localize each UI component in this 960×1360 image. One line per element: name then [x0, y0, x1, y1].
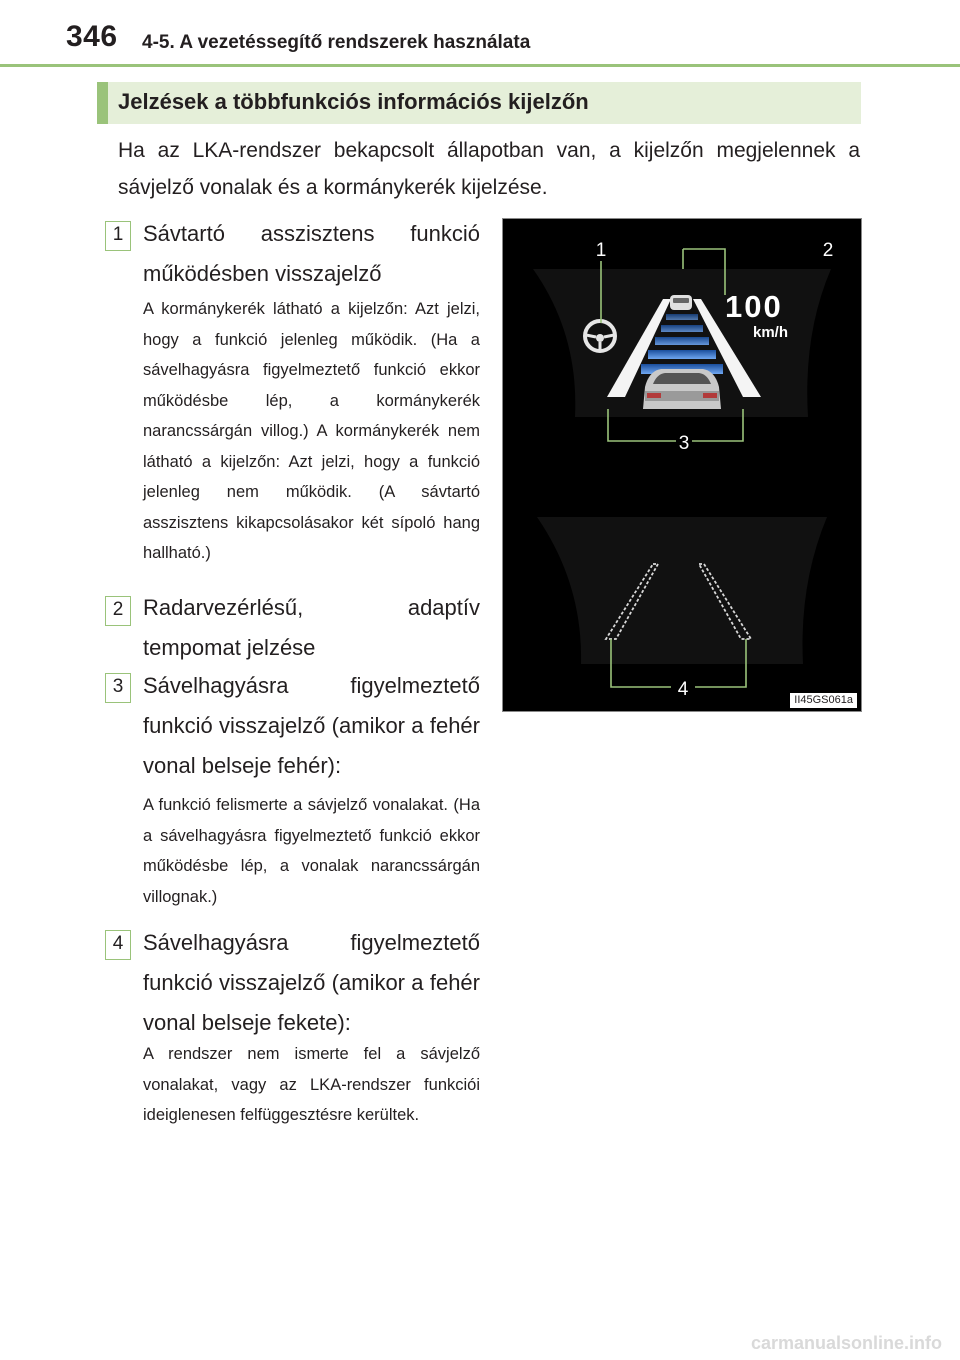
item-number-badge: 2 [105, 596, 131, 626]
page-number: 346 [66, 20, 118, 53]
item-number-badge: 3 [105, 673, 131, 703]
figure-code: II45GS061a [790, 693, 857, 708]
car-icon [670, 295, 692, 310]
car-icon [643, 369, 721, 409]
item-number-badge: 1 [105, 221, 131, 251]
svg-text:4: 4 [677, 679, 689, 700]
watermark: carmanualsonline.info [750, 1333, 942, 1353]
svg-text:2: 2 [822, 240, 834, 261]
callout-2 [823, 240, 834, 261]
item-title: Sávelhagyásra figyelmeztető funkció visszajelző (amikor a fehér vonal belseje fehér): [143, 673, 480, 778]
item-body: A funkció felismerte a sávjelző vonalakat. (Ha a sávelhagyásra figyelmeztető funkció ekkor működésbe lép, a vonalak narancssárgán villognak.) [143, 796, 480, 906]
display-panel-lower [537, 517, 827, 664]
callout-3 [679, 433, 690, 454]
intro-paragraph: Ha az LKA-rendszer bekapcsolt állapotban van, a kijelzőn megjelennek a sávjelző vonalak és a kormánykerék kijelzése. [118, 139, 860, 199]
speed-value: 100 [725, 289, 783, 324]
item-title: Sávtartó asszisztens funkció működésben visszajelző [143, 221, 480, 286]
item-title: Radarvezérlésű, adaptív tempomat jelzése [143, 595, 480, 660]
item-body: A kormánykerék látható a kijelzőn: Azt jelzi, hogy a funkció jelenleg működik. (Ha a sávelhagyásra figyelmeztető funkció ekkor működésbe lép, a kormánykerék narancssárgán villog.) A kormánykerék nem látható a kijelzőn: Azt jelzi, hogy a funkció jelenleg nem működik. (A sávtartó asszisztens kikapcsolásakor két sípoló hang hallható.) [143, 300, 480, 562]
display-illustration [502, 218, 862, 712]
callout-1 [589, 237, 613, 261]
svg-text:1: 1 [595, 240, 607, 261]
svg-text:3: 3 [678, 433, 690, 454]
item-number-badge: 4 [105, 930, 131, 960]
chapter-title: 4-5. A vezetéssegítő rendszerek használata [142, 32, 531, 53]
section-heading: Jelzések a többfunkciós információs kijelzőn [97, 82, 861, 124]
item-title: Sávelhagyásra figyelmeztető funkció visszajelző (amikor a fehér vonal belseje fekete): [143, 930, 480, 1035]
speed-unit: km/h [753, 324, 789, 341]
header-rule [0, 64, 960, 67]
item-body: A rendszer nem ismerte fel a sávjelző vonalakat, vagy az LKA-rendszer funkciói ideiglenesen felfüggesztésre kerültek. [143, 1045, 480, 1124]
callout-4 [678, 679, 689, 700]
